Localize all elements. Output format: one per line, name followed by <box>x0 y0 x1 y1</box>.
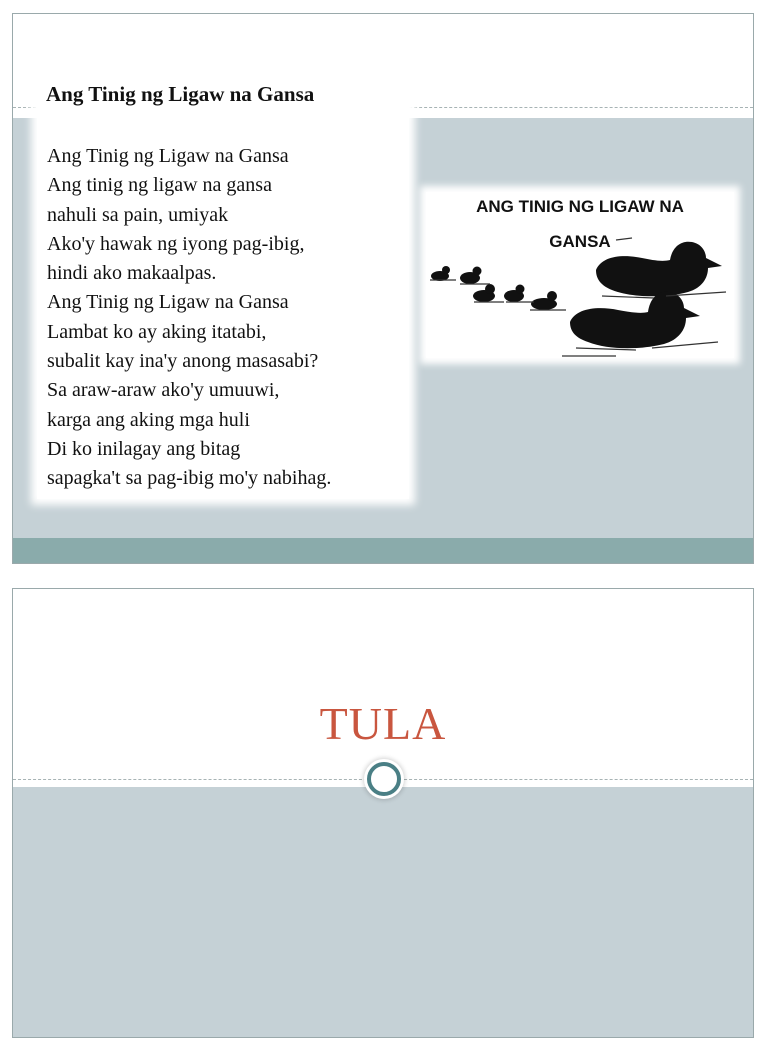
slide-2-circle-icon <box>367 762 401 796</box>
poem-text <box>47 142 331 494</box>
slide-2-band <box>13 787 753 1037</box>
image-caption-line-2: GANSA <box>549 232 611 251</box>
poem-line: Ang tinig ng ligaw na gansa <box>47 174 272 197</box>
slide-1-footer-band <box>13 538 753 564</box>
poem-title: Ang Tinig ng Ligaw na Gansa <box>46 82 315 106</box>
poem-line: Di ko inilagay ang bitag <box>47 437 241 460</box>
poem-line: Sa araw-araw ako'y umuuwi, <box>47 379 280 402</box>
slide-2 <box>12 588 754 1038</box>
poem-line: karga ang aking mga huli <box>47 408 250 431</box>
image-caption-line-1: ANG TINIG NG LIGAW NA <box>476 197 684 216</box>
poem-line: hindi ako makaalpas. <box>47 262 217 285</box>
slide-1 <box>12 13 754 564</box>
slide-2-title: TULA <box>319 698 447 749</box>
ducks-silhouette-icon <box>426 192 734 358</box>
poem-line: nahuli sa pain, umiyak <box>47 203 229 226</box>
poem-line: Ang Tinig ng Ligaw na Gansa <box>47 291 289 314</box>
poem-line: Ako'y hawak ng iyong pag-ibig, <box>47 232 305 255</box>
poem-line: Lambat ko ay aking itatabi, <box>47 320 267 343</box>
poem-line: sapagka't sa pag-ibig mo'y nabihag. <box>47 467 332 490</box>
ducks-image <box>426 192 734 358</box>
poem-line: subalit kay ina'y anong masasabi? <box>47 350 319 373</box>
poem-line: Ang Tinig ng Ligaw na Gansa <box>47 145 289 167</box>
